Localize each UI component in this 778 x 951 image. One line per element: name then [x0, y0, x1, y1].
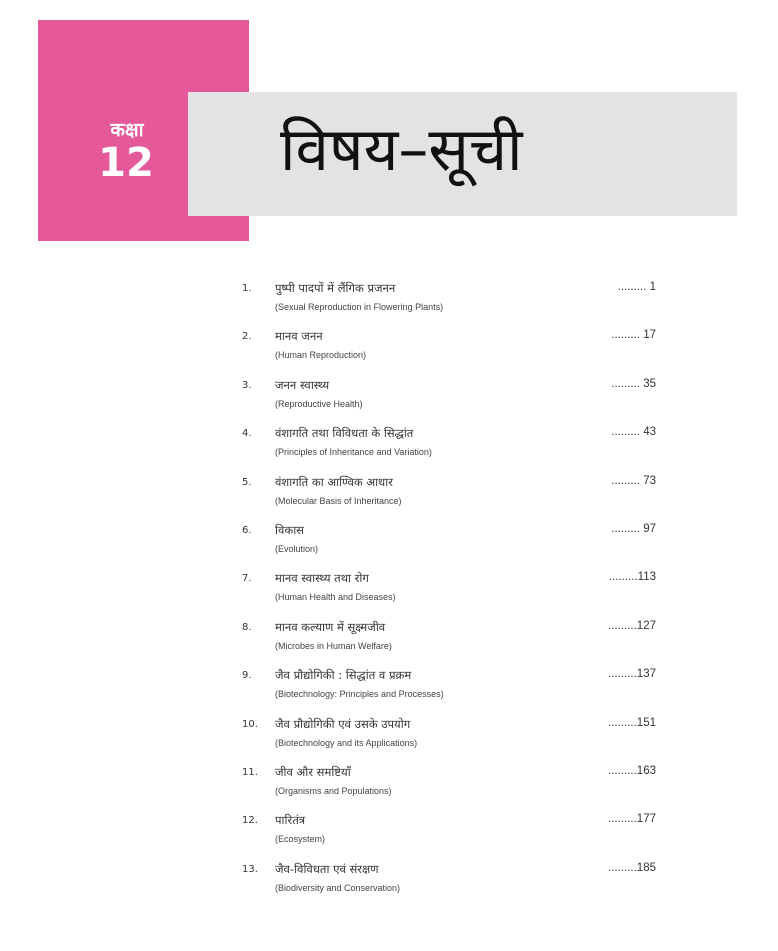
chapter-title-hindi: विकास — [275, 522, 304, 537]
class-label: कक्षा — [110, 119, 144, 141]
chapter-number: 4. — [242, 428, 252, 440]
toc-entry[interactable] — [242, 571, 662, 619]
chapter-title-english: (Microbes in Human Welfare) — [275, 640, 392, 651]
chapter-number: 10. — [242, 718, 258, 730]
page-number: .........151 — [608, 716, 656, 729]
chapter-number: 13. — [242, 863, 258, 875]
chapter-title-hindi: पुष्पी पादपों में लैंगिक प्रजनन — [275, 281, 396, 295]
chapter-title-english: (Ecosystem) — [275, 834, 326, 845]
toc-entry[interactable] — [242, 813, 662, 861]
page-number: .........163 — [608, 764, 656, 777]
page-number: ......... 73 — [611, 474, 656, 487]
chapter-number: 9. — [242, 670, 252, 682]
chapter-title-hindi: जैव प्रौद्योगिकी : सिद्धांत व प्रक्रम — [275, 668, 412, 683]
chapter-title-english: (Biotechnology: Principles and Processes) — [275, 689, 444, 700]
chapter-title-english: (Sexual Reproduction in Flowering Plants) — [275, 302, 444, 312]
toc-entry[interactable] — [242, 620, 662, 668]
chapter-number: 11. — [242, 766, 258, 778]
page-number: .........137 — [608, 668, 656, 681]
chapter-number: 7. — [242, 573, 252, 585]
table-of-contents — [242, 281, 662, 910]
toc-entry[interactable] — [242, 329, 662, 377]
toc-entry[interactable] — [242, 475, 662, 523]
chapter-title-english: (Evolution) — [275, 543, 319, 554]
chapter-title-english: (Biodiversity and Conservation) — [275, 882, 401, 893]
chapter-title-hindi: मानव जनन — [275, 329, 323, 344]
chapter-title-hindi: वंशागति तथा विविधता के सिद्धांत — [275, 426, 414, 441]
page-number: .........127 — [608, 619, 656, 632]
chapter-number: 5. — [242, 476, 252, 488]
page-title: विषय–सूची — [280, 115, 523, 185]
chapter-title-hindi: जैव-विविधता एवं संरक्षण — [275, 861, 379, 876]
chapter-title-english: (Human Reproduction) — [275, 350, 367, 361]
page-number: .........177 — [608, 813, 656, 826]
toc-entry[interactable] — [242, 717, 662, 765]
chapter-title-hindi: वंशागति का आण्विक आधार — [275, 474, 393, 489]
page-number: ......... 97 — [611, 522, 656, 535]
chapter-number: 3. — [242, 379, 252, 391]
chapter-title-hindi: जैव प्रौद्योगिकी एवं उसके उपयोग — [275, 716, 411, 731]
chapter-title-hindi: जीव और समष्टियाँ — [275, 764, 351, 779]
chapter-title-hindi: पारितंत्र — [275, 813, 306, 828]
page-number: ......... 1 — [617, 281, 656, 293]
chapter-number: 1. — [242, 283, 252, 294]
toc-entry[interactable] — [242, 765, 662, 813]
page-number: ......... 17 — [611, 329, 656, 342]
chapter-title-hindi: मानव कल्याण में सूक्ष्मजीव — [275, 619, 386, 634]
chapter-title-hindi: जनन स्वास्थ्य — [275, 377, 330, 392]
toc-entry[interactable] — [242, 862, 662, 910]
toc-entry[interactable] — [242, 281, 662, 329]
chapter-title-english: (Human Health and Diseases) — [275, 592, 396, 603]
chapter-number: 2. — [242, 331, 252, 343]
chapter-title-english: (Reproductive Health) — [275, 398, 363, 409]
class-number: 12 — [98, 140, 154, 186]
page-number: ......... 35 — [611, 377, 656, 390]
toc-entry[interactable] — [242, 523, 662, 571]
chapter-title-english: (Molecular Basis of Inheritance) — [275, 495, 402, 506]
toc-entry[interactable] — [242, 378, 662, 426]
chapter-title-english: (Organisms and Populations) — [275, 785, 392, 796]
chapter-title-english: (Biotechnology and its Applications) — [275, 737, 418, 748]
page-number: .........185 — [608, 861, 656, 874]
chapter-number: 6. — [242, 524, 252, 536]
chapter-number: 8. — [242, 621, 252, 633]
page-number: .........113 — [608, 571, 656, 584]
chapter-title-english: (Principles of Inheritance and Variation) — [275, 447, 432, 458]
chapter-number: 12. — [242, 815, 258, 827]
toc-entry[interactable] — [242, 426, 662, 474]
toc-entry[interactable] — [242, 668, 662, 716]
page-number: ......... 43 — [611, 426, 656, 439]
chapter-title-hindi: मानव स्वास्थ्य तथा रोग — [275, 571, 369, 586]
